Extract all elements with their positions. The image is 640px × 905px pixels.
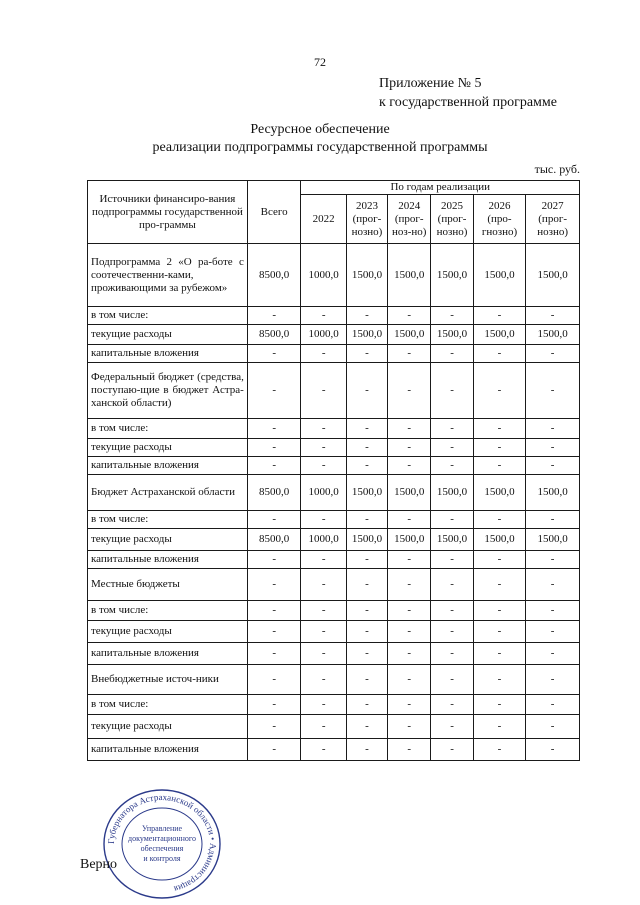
cell-year-value: 1500,0 [473,244,526,307]
cell-total: - [247,695,301,715]
cell-year-value: 1000,0 [301,244,346,307]
cell-year-value: - [301,695,346,715]
resources-table [87,180,580,761]
row-label: Внебюджетные источ-ники [88,665,248,695]
cell-year-value: - [526,439,580,457]
cell-year-value: - [526,363,580,419]
row-label: в том числе: [88,307,248,325]
cell-year-value: - [473,439,526,457]
header-by-years: По годам реализации [301,181,580,195]
svg-text:документационного: документационного [128,834,196,843]
cell-year-value: - [388,363,431,419]
table-row [88,363,580,419]
year-note: (про-гнозно) [481,212,518,238]
row-label: текущие расходы [88,621,248,643]
cell-year-value: - [388,551,431,569]
cell-year-value: - [431,665,473,695]
svg-text:обеспечения: обеспечения [140,844,184,853]
document-title [0,121,640,157]
cell-total: - [247,307,301,325]
cell-total: - [247,621,301,643]
row-label: текущие расходы [88,529,248,551]
table-row [88,715,580,739]
year-note: (прог-нозно) [351,212,383,238]
cell-total: 8500,0 [247,325,301,345]
cell-year-value: - [346,643,387,665]
cell-year-value: - [388,457,431,475]
cell-year-value: - [346,457,387,475]
cell-year-value: - [526,695,580,715]
cell-year-value: - [346,345,387,363]
cell-year-value: - [301,419,346,439]
cell-year-value: - [301,665,346,695]
cell-total: - [247,569,301,601]
cell-year-value: - [473,345,526,363]
table-row [88,569,580,601]
svg-text:Управление: Управление [141,824,183,833]
row-label: Бюджет Астраханской области [88,475,248,511]
cell-year-value: - [526,715,580,739]
cell-year-value: 1500,0 [473,529,526,551]
cell-year-value: - [301,643,346,665]
cell-year-value: - [431,439,473,457]
year-value: 2027 [541,199,564,212]
cell-year-value: - [301,457,346,475]
cell-year-value: - [301,363,346,419]
row-label: Подпрограмма 2 «О ра-боте с соотечественни-ками, проживающими за рубежом» [88,244,248,307]
cell-year-value: 1500,0 [526,529,580,551]
year-note: (прог-ноз-но) [392,212,427,238]
cell-total: - [247,511,301,529]
cell-total: 8500,0 [247,529,301,551]
header-year-2023 [346,195,387,244]
cell-year-value: 1500,0 [388,475,431,511]
cell-year-value: - [346,715,387,739]
cell-year-value: 1000,0 [301,529,346,551]
cell-year-value: - [526,665,580,695]
cell-year-value: - [526,621,580,643]
cell-year-value: - [473,695,526,715]
table-row [88,665,580,695]
table-row [88,621,580,643]
cell-year-value: - [473,569,526,601]
cell-total: - [247,739,301,761]
cell-year-value: 1500,0 [431,475,473,511]
cell-year-value: 1500,0 [431,529,473,551]
cell-year-value: - [431,307,473,325]
header-year-2022 [301,195,346,244]
cell-year-value: - [346,569,387,601]
cell-year-value: - [301,345,346,363]
cell-total: - [247,457,301,475]
cell-year-value: - [526,601,580,621]
cell-total: - [247,715,301,739]
year-value: 2026 [488,199,511,212]
cell-total: - [247,419,301,439]
table-row [88,643,580,665]
cell-year-value: - [346,307,387,325]
cell-year-value: - [346,601,387,621]
units-label: тыс. руб. [534,162,580,176]
table-row [88,551,580,569]
cell-year-value: 1500,0 [526,244,580,307]
cell-year-value: - [301,511,346,529]
row-label: в том числе: [88,601,248,621]
cell-year-value: 1500,0 [526,325,580,345]
cell-year-value: 1500,0 [388,529,431,551]
cell-year-value: - [346,419,387,439]
cell-total: 8500,0 [247,475,301,511]
appendix-line-1: Приложение № 5 [379,76,482,91]
cell-year-value: - [388,621,431,643]
cell-year-value: 1000,0 [301,475,346,511]
table-row [88,419,580,439]
cell-year-value: - [526,345,580,363]
header-year-2026 [473,195,526,244]
table-row [88,345,580,363]
cell-year-value: - [346,665,387,695]
svg-text:Губернатора Астраханской облас: Губернатора Астраханской области • Администрация [105,791,219,895]
cell-year-value: - [388,511,431,529]
cell-year-value: - [431,551,473,569]
cell-total: - [247,439,301,457]
cell-year-value: - [301,715,346,739]
header-year-2024 [388,195,431,244]
cell-year-value: - [431,345,473,363]
cell-year-value: - [431,363,473,419]
cell-year-value: - [473,643,526,665]
cell-year-value: - [301,621,346,643]
cell-year-value: - [388,695,431,715]
cell-year-value: - [388,739,431,761]
cell-year-value: 1500,0 [388,325,431,345]
cell-year-value: - [473,665,526,695]
page-number: 72 [314,55,326,69]
header-total: Всего [247,181,301,244]
appendix-line-2: к государственной программе [379,95,557,110]
cell-year-value: 1500,0 [526,475,580,511]
cell-year-value: - [431,569,473,601]
cell-year-value: - [473,457,526,475]
table-row [88,307,580,325]
cell-year-value: - [346,739,387,761]
cell-year-value: - [301,739,346,761]
cell-year-value: - [473,419,526,439]
cell-year-value: - [431,601,473,621]
cell-year-value: - [388,307,431,325]
cell-year-value: - [526,551,580,569]
row-label: капитальные вложения [88,457,248,475]
cell-year-value: - [473,363,526,419]
cell-year-value: - [526,511,580,529]
table-row [88,244,580,307]
certification-mark: Верно [80,857,118,872]
row-label: капитальные вложения [88,345,248,363]
title-line-1: Ресурсное обеспечение [250,122,390,137]
cell-year-value: - [526,419,580,439]
cell-year-value: 1500,0 [346,325,387,345]
title-line-2: реализации подпрограммы государственной программы [152,140,488,155]
official-seal [100,787,224,901]
row-label: в том числе: [88,695,248,715]
cell-year-value: - [431,419,473,439]
year-value: 2025 [441,199,464,212]
table-row [88,601,580,621]
header-year-2025 [431,195,473,244]
cell-total: - [247,345,301,363]
cell-year-value: - [473,715,526,739]
cell-total: 8500,0 [247,244,301,307]
cell-total: - [247,363,301,419]
cell-total: - [247,643,301,665]
cell-year-value: 1500,0 [431,325,473,345]
row-label: текущие расходы [88,325,248,345]
cell-year-value: - [526,643,580,665]
cell-year-value: - [431,695,473,715]
cell-year-value: - [388,345,431,363]
year-note: (прог-нозно) [436,212,468,238]
table-row [88,439,580,457]
cell-year-value: - [346,551,387,569]
row-label: капитальные вложения [88,551,248,569]
row-label: капитальные вложения [88,739,248,761]
cell-total: - [247,601,301,621]
cell-year-value: 1500,0 [473,475,526,511]
row-label: Федеральный бюджет (средства, поступаю-щие в бюджет Астра-ханской области) [88,363,248,419]
cell-year-value: - [431,621,473,643]
cell-year-value: - [473,739,526,761]
cell-year-value: 1000,0 [301,325,346,345]
cell-year-value: - [388,419,431,439]
cell-year-value: 1500,0 [388,244,431,307]
cell-year-value: 1500,0 [473,325,526,345]
table-row [88,325,580,345]
year-value: 2024 [398,199,421,212]
row-label: текущие расходы [88,715,248,739]
header-source: Источники финансиро-вания подпрограммы государственной про-граммы [88,181,248,244]
cell-year-value: - [431,511,473,529]
table-row [88,511,580,529]
cell-year-value: 1500,0 [346,475,387,511]
cell-year-value: - [473,621,526,643]
cell-year-value: 1500,0 [346,244,387,307]
cell-year-value: - [346,439,387,457]
cell-year-value: - [346,511,387,529]
cell-year-value: - [473,551,526,569]
cell-year-value: - [346,695,387,715]
cell-total: - [247,551,301,569]
cell-year-value: - [526,569,580,601]
table-row [88,529,580,551]
cell-year-value: - [473,307,526,325]
cell-year-value: - [301,601,346,621]
table-row [88,475,580,511]
cell-year-value: - [301,439,346,457]
cell-year-value: - [431,739,473,761]
cell-year-value: - [473,511,526,529]
cell-total: - [247,665,301,695]
cell-year-value: - [526,457,580,475]
cell-year-value: - [431,457,473,475]
cell-year-value: 1500,0 [346,529,387,551]
cell-year-value: - [431,715,473,739]
cell-year-value: 1500,0 [431,244,473,307]
row-label: текущие расходы [88,439,248,457]
appendix-block [379,74,557,112]
cell-year-value: - [388,601,431,621]
cell-year-value: - [526,307,580,325]
header-year-2027 [526,195,580,244]
cell-year-value: - [388,569,431,601]
year-value: 2022 [312,212,335,225]
year-value: 2023 [355,199,378,212]
cell-year-value: - [301,551,346,569]
svg-text:и контроля: и контроля [143,854,181,863]
cell-year-value: - [473,601,526,621]
row-label: в том числе: [88,511,248,529]
row-label: капитальные вложения [88,643,248,665]
cell-year-value: - [388,665,431,695]
row-label: Местные бюджеты [88,569,248,601]
row-label: в том числе: [88,419,248,439]
cell-year-value: - [431,643,473,665]
cell-year-value: - [301,307,346,325]
cell-year-value: - [301,569,346,601]
cell-year-value: - [526,739,580,761]
year-note: (прог-нозно) [537,212,569,238]
cell-year-value: - [388,643,431,665]
table-row [88,457,580,475]
cell-year-value: - [388,439,431,457]
table-row [88,695,580,715]
cell-year-value: - [346,363,387,419]
cell-year-value: - [388,715,431,739]
table-row [88,739,580,761]
cell-year-value: - [346,621,387,643]
